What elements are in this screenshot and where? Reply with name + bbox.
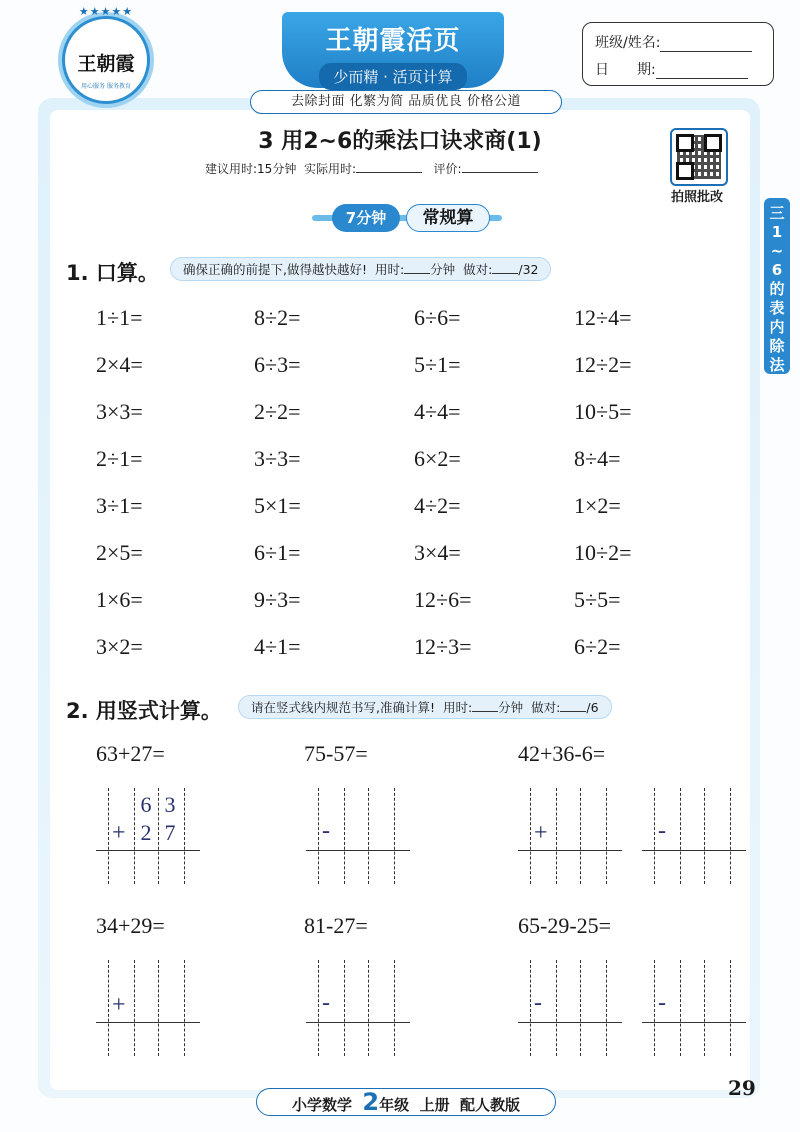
footer-subject: 小学数学 xyxy=(291,1096,352,1114)
date-label: 日 期: xyxy=(595,62,656,78)
vertical-problem: 81-27= xyxy=(304,913,368,938)
column-line xyxy=(606,960,607,1056)
example-digit: 2 xyxy=(140,820,152,845)
timer-badge: 7分钟 xyxy=(332,204,400,232)
page-number: 29 xyxy=(728,1076,756,1100)
vertical-work-area[interactable] xyxy=(306,788,410,884)
oral-problem: 2÷2= xyxy=(254,399,301,424)
answer-line xyxy=(642,1022,746,1023)
column-line xyxy=(654,960,655,1056)
hint-text: 确保正确的前提下,做得越快越好! xyxy=(183,262,367,277)
date-row xyxy=(595,59,765,79)
answer-line xyxy=(642,850,746,851)
column-line xyxy=(680,788,681,884)
answer-line xyxy=(306,1022,410,1023)
section1-heading: 1. 口算。 xyxy=(66,261,159,285)
minus-sign: - xyxy=(534,990,542,1016)
vertical-problem: 34+29= xyxy=(96,913,165,938)
oral-problem: 8÷2= xyxy=(254,305,301,330)
oral-problem: 10÷2= xyxy=(574,540,632,565)
oral-problem: 1×6= xyxy=(96,587,143,612)
oral-problem: 1÷1= xyxy=(96,305,143,330)
column-line xyxy=(606,788,607,884)
section1-hint xyxy=(170,257,551,281)
oral-problem: 12÷2= xyxy=(574,352,632,377)
oral-problem: 1×2= xyxy=(574,493,621,518)
oral-problem: 3×4= xyxy=(414,540,461,565)
oral-problem: 10÷5= xyxy=(574,399,632,424)
logo-name: 王朝霞 xyxy=(77,53,135,75)
oral-problem: 2×4= xyxy=(96,352,143,377)
series-subtitle: 少而精 · 活页计算 xyxy=(319,63,466,90)
column-line xyxy=(394,788,395,884)
column-line xyxy=(680,960,681,1056)
column-line xyxy=(580,788,581,884)
correct-field[interactable] xyxy=(560,700,586,712)
vertical-problem: 65-29-25= xyxy=(518,913,612,938)
logo-tagline: 用心服务 服务教育 xyxy=(81,83,131,90)
column-line xyxy=(134,960,135,1056)
column-line xyxy=(580,960,581,1056)
side-tab-char: 内 xyxy=(769,318,785,336)
time-unit: 分钟 xyxy=(498,700,524,715)
correct-total: /6 xyxy=(586,700,599,715)
side-tab-char: 1 xyxy=(771,223,783,241)
actual-time-field[interactable] xyxy=(356,160,422,173)
column-line xyxy=(108,788,109,884)
side-tab-char: 表 xyxy=(769,299,785,317)
footer-badge xyxy=(256,1088,556,1116)
minus-sign: - xyxy=(658,990,666,1016)
column-line xyxy=(530,960,531,1056)
routine-badge: 常规算 xyxy=(406,204,490,232)
side-tab xyxy=(764,198,790,374)
column-line xyxy=(158,788,159,884)
answer-line xyxy=(306,850,410,851)
rating-field[interactable] xyxy=(462,160,538,173)
vertical-work-area[interactable] xyxy=(96,960,200,1056)
footer-volume: 上册 xyxy=(419,1096,450,1114)
oral-problem: 4÷4= xyxy=(414,399,461,424)
side-tab-char: ~ xyxy=(770,242,784,260)
oral-problem: 8÷4= xyxy=(574,446,621,471)
vertical-work-area[interactable] xyxy=(518,788,622,884)
oral-problem: 4÷2= xyxy=(414,493,461,518)
stars-decoration: ★★★★★ xyxy=(78,5,134,18)
oral-problem: 5÷5= xyxy=(574,587,621,612)
qr-finder xyxy=(704,134,722,152)
side-tab-char: 6 xyxy=(771,261,783,279)
vertical-problem: 42+36-6= xyxy=(518,741,606,766)
side-tab-char: 三 xyxy=(769,204,785,222)
qr-finder xyxy=(676,134,694,152)
footer-grade-number: 2 xyxy=(362,1088,380,1116)
oral-problem: 12÷3= xyxy=(414,634,472,659)
qr-code-icon[interactable] xyxy=(670,128,728,186)
column-line xyxy=(108,960,109,1056)
example-digit: 3 xyxy=(164,792,176,817)
class-name-row xyxy=(595,32,765,52)
oral-problem: 6÷6= xyxy=(414,305,461,330)
example-digit: 6 xyxy=(140,792,152,817)
oral-problem: 3×2= xyxy=(96,634,143,659)
oral-problem: 12÷4= xyxy=(574,305,632,330)
oral-problem: 2÷1= xyxy=(96,446,143,471)
column-line xyxy=(394,960,395,1056)
side-tab-char: 的 xyxy=(769,280,785,298)
brand-logo xyxy=(62,5,150,104)
oral-problem: 6÷2= xyxy=(574,634,621,659)
time-label: 用时: xyxy=(374,262,405,277)
section2-hint xyxy=(238,695,612,719)
answer-line xyxy=(518,1022,622,1023)
oral-problem: 3÷3= xyxy=(254,446,301,471)
example-digit: 7 xyxy=(164,820,176,845)
lesson-title: 3 用2~6的乘法口诀求商(1) xyxy=(258,129,542,154)
rating-label: 评价: xyxy=(433,162,462,176)
correct-total: /32 xyxy=(518,262,539,277)
answer-line xyxy=(96,1022,200,1023)
vertical-problem: 75-57= xyxy=(304,741,368,766)
column-line xyxy=(704,788,705,884)
column-line xyxy=(368,960,369,1056)
oral-problem: 9÷3= xyxy=(254,587,301,612)
plus-sign: + xyxy=(112,992,126,1018)
side-tab-char: 法 xyxy=(769,356,785,374)
plus-sign: + xyxy=(112,820,126,846)
oral-problem: 3×3= xyxy=(96,399,143,424)
column-line xyxy=(158,960,159,1056)
time-field[interactable] xyxy=(472,700,498,712)
oral-problem: 12÷6= xyxy=(414,587,472,612)
column-line xyxy=(184,960,185,1056)
oral-problem: 2×5= xyxy=(96,540,143,565)
footer-grade-label: 年级 xyxy=(379,1096,410,1114)
answer-line xyxy=(518,850,622,851)
minus-sign: - xyxy=(658,818,666,844)
class-name-field[interactable] xyxy=(660,37,752,52)
date-field[interactable] xyxy=(656,64,748,79)
oral-problem: 6÷1= xyxy=(254,540,301,565)
footer-edition: 配人教版 xyxy=(460,1096,521,1114)
hint-text: 请在竖式线内规范书写,准确计算! xyxy=(251,700,435,715)
suggested-time: 建议用时:15分钟 xyxy=(205,162,297,176)
correct-label: 做对: xyxy=(531,700,561,715)
actual-time-label: 实际用时: xyxy=(303,162,357,176)
minus-sign: - xyxy=(322,990,330,1016)
column-line xyxy=(654,788,655,884)
qr-label: 拍照批改 xyxy=(670,190,723,205)
correct-label: 做对: xyxy=(463,262,493,277)
column-line xyxy=(318,788,319,884)
column-line xyxy=(344,960,345,1056)
oral-problem: 4÷1= xyxy=(254,634,301,659)
answer-line xyxy=(96,850,200,851)
side-tab-char: 除 xyxy=(769,337,785,355)
time-meta xyxy=(205,160,538,177)
column-line xyxy=(556,788,557,884)
oral-problem: 6×2= xyxy=(414,446,461,471)
qr-finder xyxy=(676,162,694,180)
column-line xyxy=(344,788,345,884)
column-line xyxy=(184,788,185,884)
column-line xyxy=(730,960,731,1056)
vertical-work-area[interactable] xyxy=(306,960,410,1056)
section2-heading: 2. 用竖式计算。 xyxy=(66,699,222,723)
oral-problem: 5×1= xyxy=(254,493,301,518)
oral-problem: 3÷1= xyxy=(96,493,143,518)
column-line xyxy=(556,960,557,1056)
column-line xyxy=(368,788,369,884)
time-field[interactable] xyxy=(404,262,430,274)
column-line xyxy=(318,960,319,1056)
class-name-label: 班级/姓名: xyxy=(595,35,661,51)
vertical-work-area[interactable] xyxy=(518,960,622,1056)
column-line xyxy=(704,960,705,1056)
vertical-work-area[interactable] xyxy=(642,960,746,1056)
correct-field[interactable] xyxy=(492,262,518,274)
vertical-work-area[interactable] xyxy=(642,788,746,884)
column-line xyxy=(730,788,731,884)
slogan: 去除封面 化繁为简 品质优良 价格公道 xyxy=(250,90,562,114)
oral-problem: 6÷3= xyxy=(254,352,301,377)
section-badge xyxy=(312,204,502,232)
time-unit: 分钟 xyxy=(430,262,456,277)
student-info-box xyxy=(582,22,774,86)
plus-sign: + xyxy=(534,820,548,846)
column-line xyxy=(134,788,135,884)
series-banner xyxy=(282,12,504,88)
time-label: 用时: xyxy=(442,700,473,715)
series-title: 王朝霞活页 xyxy=(325,26,461,56)
vertical-work-area[interactable] xyxy=(96,788,200,884)
vertical-problem: 63+27= xyxy=(96,741,165,766)
minus-sign: - xyxy=(322,818,330,844)
column-line xyxy=(530,788,531,884)
oral-problem: 5÷1= xyxy=(414,352,461,377)
